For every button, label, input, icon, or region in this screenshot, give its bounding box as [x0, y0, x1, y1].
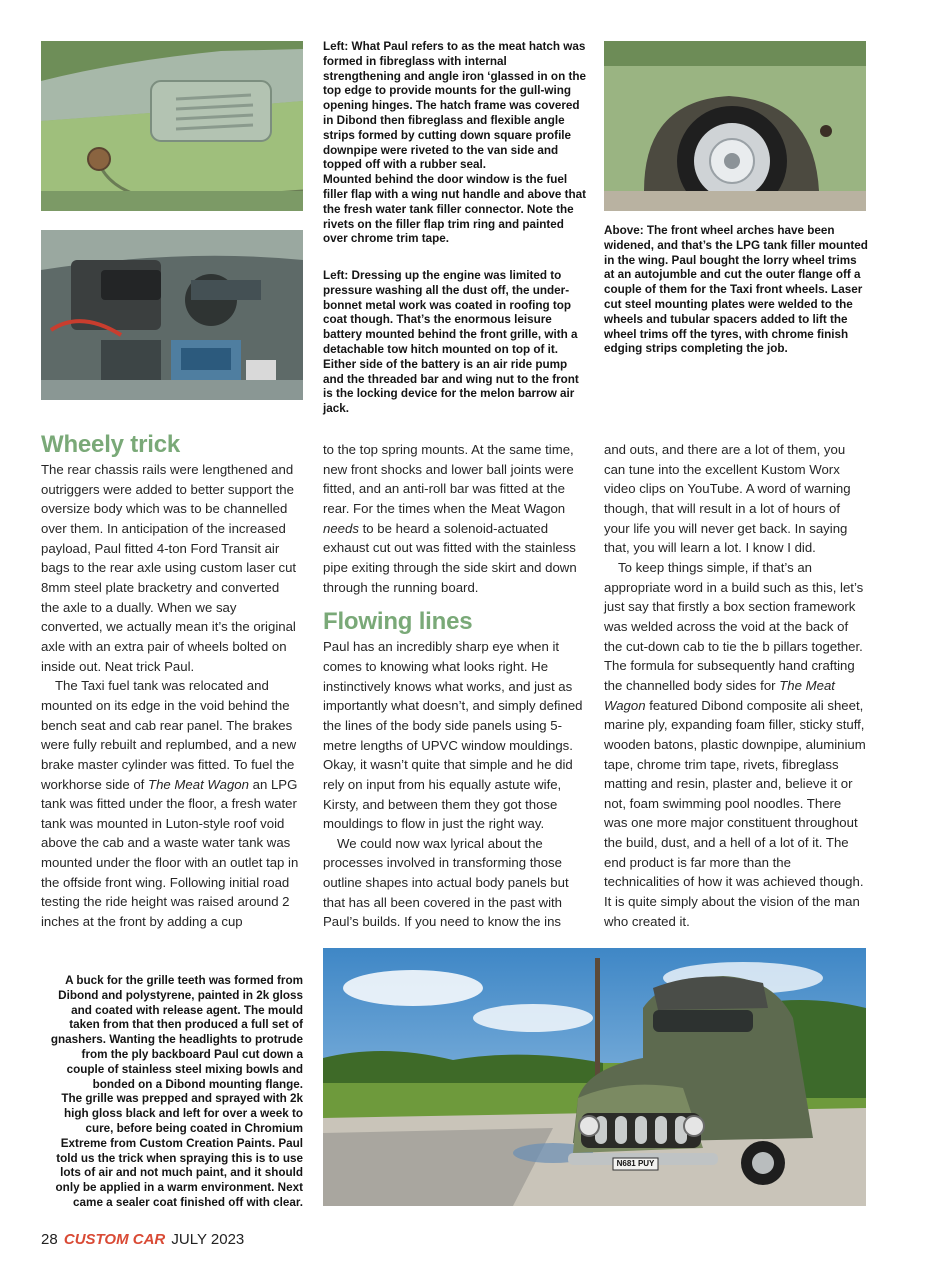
col3-paragraph-1: and outs, and there are a lot of them, you can tune into the excellent Kustom Worx video clips on YouTube. A word of warning though, that will result in a lot of hours of your life you will never get back. In saying that, you will learn a lot. I know I did.: [604, 442, 851, 556]
caption-engine: [323, 269, 587, 417]
col1-paragraph-1: The rear chassis rails were lengthened and outriggers were added to better support the oversize body which was to be channelled over them. In anticipation of the increased payload, Paul fitted 4-ton Ford Transit air bags to the rear axle using custom laser cut 8mm steel plate bracketry and converted the axle to a dually. When we say converted, we actually mean it’s the original axle with an extra pair of wheels bolted on inside out. Neat trick Paul.: [41, 462, 297, 674]
number-plate-label: N681 PUY: [616, 1159, 655, 1168]
issue-date: JULY 2023: [171, 1231, 245, 1248]
col2-paragraph-3: We could now wax lyrical about the processes involved in transforming those outline shapes into actual body panels but that has all been covered in the past with Paul’s builds. If you need to know the ins: [323, 835, 569, 930]
caption-grille-p1: A buck for the grille teeth was formed from Dibond and polystyrene, painted in 2k gloss and coated with release agent. The mould taken from that then produced a full set of gnashers. Wanting the headlights to protrude from the ply backboard Paul cut down a couple of stainless steel mixing bowls and bonded on a Dibond mounting flange.: [50, 974, 303, 1091]
magazine-name: CUSTOM CAR: [63, 1231, 166, 1248]
page-footer: [41, 1230, 244, 1250]
photo-meat-wagon-van: [323, 948, 866, 1206]
heading-flowing-lines: Flowing lines: [323, 608, 473, 636]
caption-engine-text: Left: Dressing up the engine was limited to pressure washing all the dust off, the under-bonnet metal work was coated in roofing top coat though. That’s the enormous leisure battery mounted behind the front grille, with a detachable tow hitch mounted on top of it. Either side of the battery is an air ride pump and the threaded bar and wing nut to the front is the locking device for the melon barrow air jack.: [323, 269, 579, 416]
col2-paragraph-2: Paul has an incredibly sharp eye when it comes to knowing what looks right. He instinctively knows what works, and just as importantly what doesn’t, and simply defined the lines of the body side panels using 5-metre lengths of UPVC window mouldings. Okay, it wasn’t quite that simple and he did rely on input from his equally astute wife, Kirsty, and between them they got those mouldings to flow in just the right way.: [323, 639, 583, 832]
col2-paragraph-1: to the top spring mounts. At the same time, new front shocks and lower ball joints were fitted, and an anti-roll bar was fitted at the rear. For the times when the Meat Wagon needs to be heard a solenoid-actuated exhaust cut out was fitted with the stainless pipe exiting through the side skirt and down through the running board.: [323, 442, 577, 595]
photo-engine-bay: [41, 230, 303, 400]
caption-wheel: [604, 224, 868, 357]
caption-grille: [41, 974, 303, 1211]
emphasis-needs: needs: [323, 520, 359, 536]
number-plate-text: [613, 1158, 658, 1170]
article-column-1: [41, 430, 300, 932]
title-the-meat-wagon: The Meat Wagon: [148, 776, 249, 792]
article-column-3: [604, 440, 866, 931]
caption-grille-p2: The grille was prepped and sprayed with 2k high gloss black and left for over a week to cure, before being coated in Chromium Extreme from Custom Creation Paints. Paul told us the trick when spraying this is to use lots of air and not much paint, and it should only be applied in a warm environment. Next came a sealer coat finished off with clear.: [55, 1092, 303, 1209]
caption-meat-hatch-p2: Mounted behind the door window is the fuel filler flap with a wing nut handle and above that the fresh water tank filler connector. Note the rivets on the filler flap trim ring and painted over chrome trim tape.: [323, 173, 586, 246]
heading-wheely-trick: Wheely trick: [41, 431, 180, 458]
page-number: 28: [41, 1231, 58, 1248]
photo-meat-hatch: [41, 41, 303, 211]
caption-meat-hatch: [323, 40, 587, 247]
col1-paragraph-2: The Taxi fuel tank was relocated and mounted on its edge in the void behind the bench seat and cab rear panel. The brakes were fully rebuilt and replumbed, and a new brake master cylinder was fitted. To fuel the workhorse side of The Meat Wagon an LPG tank was fitted under the floor, a fresh water tank was mounted in Luton-style roof void above the cab and a waste water tank was mounted under the floor with an outlet tap in the offside front wing. Following initial road testing the ride height was raised around 2 inches at the front by adding a cup: [41, 678, 299, 930]
title-the-meat-wagon-2: The Meat Wagon: [604, 677, 835, 713]
article-column-2: [323, 440, 585, 932]
photo-front-wheel: [604, 41, 866, 211]
caption-wheel-text: Above: The front wheel arches have been widened, and that’s the LPG tank filler mounted in the wing. Paul bought the lorry wheel trims at an autojumble and cut the outer flange off a couple of them for the Taxi front wheels. Laser cut steel mounting plates were welded to the wheels and tubular spacers added to lift the wheel trims off the tyres, with chrome finish edging strips completing the job.: [604, 224, 868, 356]
caption-meat-hatch-p1: Left: What Paul refers to as the meat hatch was formed in fibreglass with internal strengthening and angle iron ‘glassed in on the top edge to provide mounts for the gull-wing opening hinges. The hatch frame was covered in Dibond then fibreglass and flexible angle strips formed by cutting down square profile downpipe were riveted to the van side and topped off with a rubber seal.: [323, 40, 586, 172]
col3-paragraph-2: To keep things simple, if that’s an appropriate word in a build such as this, let’s just say that firstly a box section framework was welded across the void at the back of the cut-down cab to tie the b pillars together. The formula for subsequently hand crafting the channelled body sides for The Meat Wagon featured Dibond composite ali sheet, marine ply, expanding foam filler, sticky stuff, wooden batons, plastic downpipe, aluminium tape, chrome trim tape, rivets, fibreglass matting and resin, plaster and, believe it or not, foam swimming pool noodles. There was one more major constituent throughout the build, dust, and a hell of a lot of it. The end product is far more than the technicalities of how it was achieved though. It is quite simply about the vision of the man who created it.: [604, 559, 866, 929]
